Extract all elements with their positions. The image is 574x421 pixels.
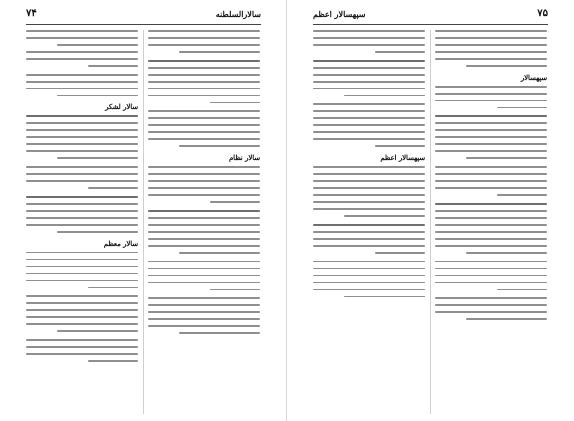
text-line (26, 136, 138, 138)
text-line (26, 30, 138, 32)
text-line (313, 138, 425, 140)
text-line (26, 129, 138, 131)
text-line (466, 157, 547, 159)
left-page-header (26, 8, 261, 22)
text-line (435, 100, 547, 102)
text-line (313, 74, 425, 76)
text-line (375, 145, 425, 147)
text-line (313, 103, 425, 105)
entry-heading: سپهسالار (520, 73, 547, 82)
text-line (26, 346, 138, 348)
text-line (435, 129, 547, 131)
text-line (26, 280, 138, 282)
text-line (497, 107, 547, 109)
text-line (179, 51, 260, 53)
text-line (26, 88, 138, 90)
text-line (313, 231, 425, 233)
text-line (313, 201, 425, 203)
entry-heading: سالار لشکر (105, 103, 138, 112)
text-line (148, 67, 260, 69)
text-line (148, 37, 260, 39)
text-line (26, 166, 138, 168)
text-line (435, 268, 547, 270)
text-line (435, 187, 547, 189)
text-line (26, 115, 138, 117)
text-line (313, 194, 425, 196)
text-line (148, 166, 260, 168)
text-line (26, 51, 138, 53)
text-line (435, 203, 547, 205)
text-line (313, 238, 425, 240)
text-line (313, 117, 425, 119)
text-line (148, 74, 260, 76)
text-line (435, 37, 547, 39)
text-line (148, 297, 260, 299)
text-line (148, 282, 260, 284)
text-line (435, 150, 547, 152)
text-line (148, 88, 260, 90)
text-line (26, 252, 138, 254)
right-page-number: ٧۵ (537, 8, 548, 19)
text-line (313, 282, 425, 284)
text-line (435, 51, 547, 53)
text-line (435, 311, 547, 313)
entry-heading: سپهسالار اعظم (380, 154, 425, 163)
text-line (313, 173, 425, 175)
text-line (435, 122, 547, 124)
text-line (179, 145, 260, 147)
text-line (435, 261, 547, 263)
text-line (435, 210, 547, 212)
text-line (435, 166, 547, 168)
text-line (435, 180, 547, 182)
text-line (313, 208, 425, 210)
text-line (210, 102, 260, 104)
text-line (26, 180, 138, 182)
text-line (435, 304, 547, 306)
text-line (26, 143, 138, 145)
text-line (313, 187, 425, 189)
text-line (26, 224, 138, 226)
text-line (57, 44, 138, 46)
text-line (344, 296, 425, 298)
right-running-title: سپهسالار اعظم (313, 9, 366, 19)
text-line (57, 95, 138, 97)
text-line (148, 30, 260, 32)
text-line (26, 173, 138, 175)
text-line (179, 252, 260, 254)
text-line (26, 217, 138, 219)
text-line (88, 287, 138, 289)
text-line (210, 289, 260, 291)
text-line (26, 273, 138, 275)
text-line (26, 37, 138, 39)
text-line (88, 187, 138, 189)
text-line (148, 261, 260, 263)
text-line (313, 289, 425, 291)
text-line (148, 173, 260, 175)
text-line (148, 194, 260, 196)
text-line (148, 187, 260, 189)
text-line (435, 173, 547, 175)
text-line (88, 360, 138, 362)
text-line (435, 136, 547, 138)
entry-heading: سالار معظم (103, 239, 138, 248)
text-line (57, 157, 138, 159)
text-line (26, 295, 138, 297)
right-column-divider (430, 30, 431, 414)
text-line (435, 217, 547, 219)
text-line (148, 44, 260, 46)
text-line (148, 224, 260, 226)
text-line (148, 138, 260, 140)
text-line (26, 150, 138, 152)
text-line (26, 309, 138, 311)
text-line (148, 275, 260, 277)
text-line (26, 74, 138, 76)
left-page-number: ٧۴ (26, 8, 37, 19)
text-line (435, 93, 547, 95)
text-line (313, 67, 425, 69)
text-line (313, 81, 425, 83)
text-line (148, 245, 260, 247)
text-line (26, 266, 138, 268)
right-page-column-1 (313, 30, 425, 414)
text-line (26, 302, 138, 304)
text-line (313, 268, 425, 270)
text-line (148, 238, 260, 240)
text-line (26, 353, 138, 355)
text-line (148, 268, 260, 270)
text-line (435, 231, 547, 233)
text-line (466, 65, 547, 67)
text-line (313, 275, 425, 277)
text-line (375, 252, 425, 254)
text-line (313, 37, 425, 39)
text-line (466, 318, 547, 320)
text-line (375, 51, 425, 53)
text-line (435, 282, 547, 284)
text-line (497, 194, 547, 196)
text-line (344, 95, 425, 97)
text-line (313, 245, 425, 247)
text-line (26, 203, 138, 205)
text-line (313, 88, 425, 90)
text-line (313, 124, 425, 126)
right-page-column-2 (435, 30, 547, 414)
text-line (57, 231, 138, 233)
text-line (313, 180, 425, 182)
text-line (435, 238, 547, 240)
text-line (313, 166, 425, 168)
text-line (179, 332, 260, 334)
text-line (148, 325, 260, 327)
text-line (435, 224, 547, 226)
text-line (148, 110, 260, 112)
text-line (313, 44, 425, 46)
text-line (313, 110, 425, 112)
text-line (435, 86, 547, 88)
left-header-rule (26, 24, 261, 25)
text-line (435, 143, 547, 145)
text-line (435, 245, 547, 247)
text-line (210, 201, 260, 203)
text-line (148, 131, 260, 133)
text-line (26, 81, 138, 83)
text-line (313, 224, 425, 226)
text-line (313, 261, 425, 263)
text-line (435, 115, 547, 117)
text-line (26, 323, 138, 325)
text-line (148, 210, 260, 212)
text-line (148, 231, 260, 233)
left-column-divider (143, 30, 144, 414)
left-page-column-1 (26, 30, 138, 414)
text-line (148, 81, 260, 83)
text-line (497, 289, 547, 291)
text-line (148, 217, 260, 219)
text-line (313, 30, 425, 32)
text-line (26, 58, 138, 60)
text-line (148, 95, 260, 97)
text-line (148, 124, 260, 126)
left-page-column-2 (148, 30, 260, 414)
text-line (26, 210, 138, 212)
text-line (148, 117, 260, 119)
right-header-rule (313, 24, 548, 25)
text-line (26, 259, 138, 261)
text-line (26, 316, 138, 318)
text-line (344, 215, 425, 217)
text-line (435, 275, 547, 277)
text-line (148, 180, 260, 182)
text-line (26, 196, 138, 198)
text-line (466, 252, 547, 254)
text-line (435, 297, 547, 299)
text-line (26, 122, 138, 124)
text-line (148, 318, 260, 320)
text-line (148, 311, 260, 313)
text-line (148, 304, 260, 306)
entry-heading: سالار نظام (228, 154, 260, 163)
text-line (88, 65, 138, 67)
text-line (313, 60, 425, 62)
right-page-header (313, 8, 548, 22)
right-page (287, 0, 574, 421)
left-running-title: سالارالسلطنه (215, 9, 261, 19)
text-line (313, 131, 425, 133)
text-line (57, 330, 138, 332)
text-line (26, 339, 138, 341)
text-line (435, 44, 547, 46)
text-line (148, 60, 260, 62)
text-line (435, 30, 547, 32)
text-line (435, 58, 547, 60)
